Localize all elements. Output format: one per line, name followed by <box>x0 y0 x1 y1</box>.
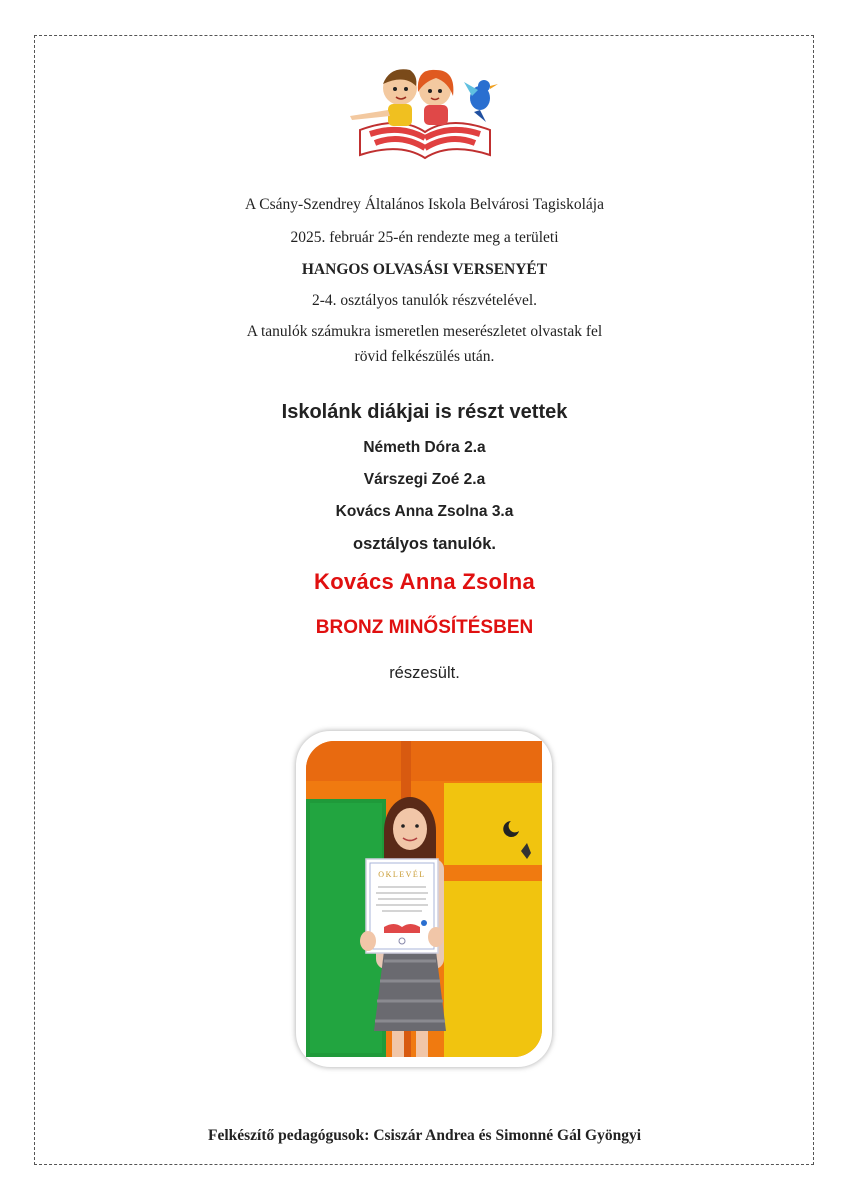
participant-name: Kovács Anna Zsolna 3.a <box>335 503 514 520</box>
footer-teachers: Felkészítő pedagógusok: Csiszár Andrea és Simonné Gál Gyöngyi <box>207 1127 642 1144</box>
intro-grades: 2-4. osztályos tanulók részvételével. <box>311 292 538 309</box>
intro-school-name: A Csány-Szendrey Általános Iskola Belvárosi Tagiskolája <box>245 196 604 213</box>
winner-photo-image <box>306 741 542 1057</box>
winner-name: Kovács Anna Zsolna <box>314 569 535 594</box>
reading-kids-logo-icon <box>340 60 510 165</box>
intro-date: 2025. február 25-én rendezte meg a területi <box>290 229 559 246</box>
award-suffix: részesült. <box>389 664 460 682</box>
participant-name: Németh Dóra 2.a <box>363 439 486 456</box>
intro-description: A tanulók számukra ismeretlen meserészletet olvastak fel <box>246 323 603 340</box>
participant-name: Várszegi Zoé 2.a <box>363 471 486 488</box>
certificate-title: OKLEVÉL <box>378 870 426 879</box>
winner-photo <box>306 741 542 1057</box>
competition-title: HANGOS OLVASÁSI VERSENYÉT <box>301 261 548 278</box>
participants-closing: osztályos tanulók. <box>352 535 497 553</box>
participants-heading: Iskolánk diákjai is részt vettek <box>281 401 568 423</box>
award-level: BRONZ MINŐSÍTÉSBEN <box>315 617 534 638</box>
intro-description-cont: rövid felkészülés után. <box>354 348 495 365</box>
